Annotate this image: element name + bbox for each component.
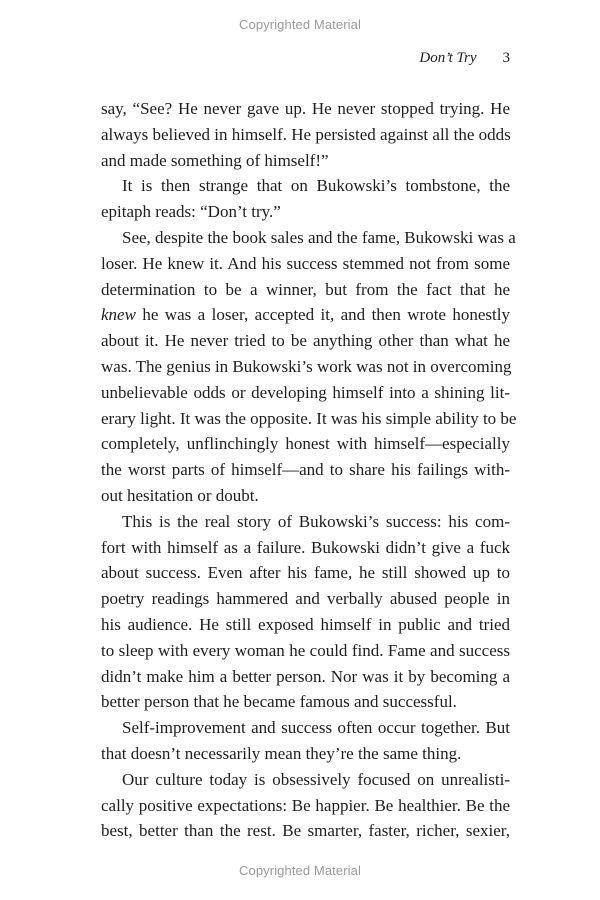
paragraph xyxy=(101,767,510,844)
text-line: say, “See? He never gave up. He never stopped trying. He xyxy=(101,99,510,118)
italic-word: knew xyxy=(101,305,136,325)
text-line: out hesitation or doubt. xyxy=(101,485,259,505)
running-head xyxy=(0,50,510,67)
text-line: his audience. He still exposed himself in public and tried xyxy=(101,614,510,634)
paragraph xyxy=(101,225,517,509)
text-line: about success. Even after his fame, he still showed up to xyxy=(101,563,510,583)
text-line: and made something of himself!” xyxy=(101,150,329,170)
copyright-watermark-top: Copyrighted Material xyxy=(239,17,361,32)
text-line: always believed in himself. He persisted against all the odds xyxy=(101,124,511,144)
text-line: cally positive expectations: Be happier. Be healthier. Be the xyxy=(101,795,510,815)
text-line-with-italic xyxy=(101,302,510,328)
text-line: the worst parts of himself—and to share his failings with- xyxy=(101,460,510,480)
text-line-rest: he was a loser, accepted it, and then wrote honestly xyxy=(135,305,510,325)
text-line: to sleep with every woman he could find. Fame and success xyxy=(101,640,510,660)
text-line: This is the real story of Bukowski’s success: his com- xyxy=(122,511,510,531)
text-line: didn’t make him a better person. Nor was it by becoming a xyxy=(101,666,510,686)
text-line: fort with himself as a failure. Bukowski didn’t give a fuck xyxy=(101,537,510,557)
paragraph xyxy=(101,715,510,767)
text-line: epitaph reads: “Don’t try.” xyxy=(101,202,281,222)
text-line: better person that he became famous and successful. xyxy=(101,692,457,712)
text-line: about it. He never tried to be anything other than what he xyxy=(101,331,510,351)
text-line: Our culture today is obsessively focused on unrealisti- xyxy=(122,769,510,789)
text-line: erary light. It was the opposite. It was his simple ability to be xyxy=(101,408,517,428)
text-line: was. The genius in Bukowski’s work was not in overcoming xyxy=(101,356,512,376)
text-line: poetry readings hammered and verbally abused people in xyxy=(101,589,510,609)
text-line: loser. He knew it. And his success stemmed not from some xyxy=(101,253,510,273)
text-line: unbelievable odds or developing himself into a shining lit- xyxy=(101,382,510,402)
paragraph xyxy=(101,96,510,173)
chapter-title: Don’t Try xyxy=(419,50,477,66)
text-line: Self-improvement and success often occur together. But xyxy=(122,718,510,738)
text-line: that doesn’t necessarily mean they’re the same thing. xyxy=(101,743,462,763)
body-text xyxy=(101,96,517,844)
paragraph xyxy=(101,509,510,715)
text-line: See, despite the book sales and the fame, Bukowski was a xyxy=(122,227,516,247)
text-line: completely, unflinchingly honest with himself—especially xyxy=(101,434,510,454)
text-line: best, better than the rest. Be smarter, faster, richer, sexier, xyxy=(101,821,510,841)
paragraph xyxy=(101,173,510,225)
page-number: 3 xyxy=(502,50,510,66)
copyright-watermark-bottom: Copyrighted Material xyxy=(239,863,361,878)
text-line: determination to be a winner, but from the fact that he xyxy=(101,279,510,299)
text-line: It is then strange that on Bukowski’s tombstone, the xyxy=(122,176,510,196)
